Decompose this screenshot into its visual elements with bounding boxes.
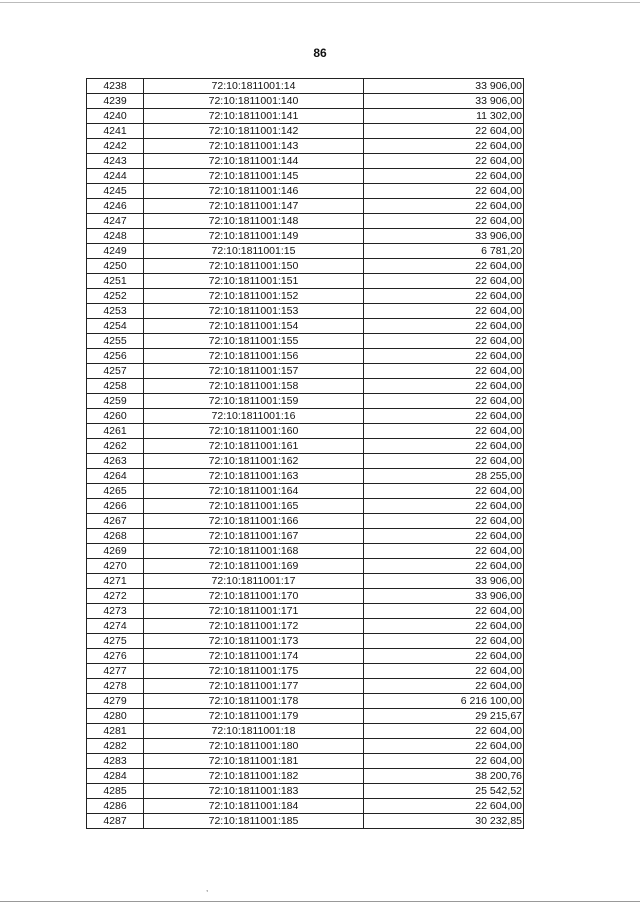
table-row xyxy=(87,454,524,469)
value-cell: 22 604,00 xyxy=(364,649,524,664)
value-cell: 22 604,00 xyxy=(364,184,524,199)
table-row xyxy=(87,229,524,244)
cadastral-number-cell: 72:10:1811001:148 xyxy=(144,214,364,229)
table-row xyxy=(87,424,524,439)
cadastral-number-cell: 72:10:1811001:15 xyxy=(144,244,364,259)
table-row xyxy=(87,709,524,724)
cadastral-number-cell: 72:10:1811001:149 xyxy=(144,229,364,244)
row-number-cell: 4267 xyxy=(87,514,144,529)
value-cell: 22 604,00 xyxy=(364,724,524,739)
table-row xyxy=(87,259,524,274)
cadastral-table-container xyxy=(86,78,524,829)
value-cell: 22 604,00 xyxy=(364,484,524,499)
table-body xyxy=(87,79,524,829)
row-number-cell: 4279 xyxy=(87,694,144,709)
row-number-cell: 4257 xyxy=(87,364,144,379)
value-cell: 22 604,00 xyxy=(364,424,524,439)
row-number-cell: 4266 xyxy=(87,499,144,514)
value-cell: 22 604,00 xyxy=(364,319,524,334)
cadastral-number-cell: 72:10:1811001:173 xyxy=(144,634,364,649)
table-row xyxy=(87,109,524,124)
row-number-cell: 4276 xyxy=(87,649,144,664)
cadastral-number-cell: 72:10:1811001:159 xyxy=(144,394,364,409)
cadastral-number-cell: 72:10:1811001:141 xyxy=(144,109,364,124)
table-row xyxy=(87,319,524,334)
row-number-cell: 4278 xyxy=(87,679,144,694)
page-number: 86 xyxy=(313,46,327,60)
table-row xyxy=(87,724,524,739)
value-cell: 22 604,00 xyxy=(364,754,524,769)
row-number-cell: 4253 xyxy=(87,304,144,319)
cadastral-number-cell: 72:10:1811001:158 xyxy=(144,379,364,394)
row-number-cell: 4243 xyxy=(87,154,144,169)
value-cell: 22 604,00 xyxy=(364,544,524,559)
row-number-cell: 4249 xyxy=(87,244,144,259)
row-number-cell: 4277 xyxy=(87,664,144,679)
row-number-cell: 4256 xyxy=(87,349,144,364)
value-cell: 22 604,00 xyxy=(364,379,524,394)
cadastral-number-cell: 72:10:1811001:164 xyxy=(144,484,364,499)
table-row xyxy=(87,139,524,154)
table-row xyxy=(87,679,524,694)
table-row xyxy=(87,169,524,184)
row-number-cell: 4281 xyxy=(87,724,144,739)
row-number-cell: 4240 xyxy=(87,109,144,124)
table-row xyxy=(87,184,524,199)
value-cell: 22 604,00 xyxy=(364,154,524,169)
cadastral-number-cell: 72:10:1811001:142 xyxy=(144,124,364,139)
cadastral-number-cell: 72:10:1811001:144 xyxy=(144,154,364,169)
value-cell: 22 604,00 xyxy=(364,679,524,694)
cadastral-number-cell: 72:10:1811001:168 xyxy=(144,544,364,559)
table-row xyxy=(87,634,524,649)
cadastral-number-cell: 72:10:1811001:179 xyxy=(144,709,364,724)
cadastral-number-cell: 72:10:1811001:162 xyxy=(144,454,364,469)
value-cell: 22 604,00 xyxy=(364,559,524,574)
page-bottom-edge xyxy=(0,901,640,902)
row-number-cell: 4286 xyxy=(87,799,144,814)
cadastral-number-cell: 72:10:1811001:161 xyxy=(144,439,364,454)
table-row xyxy=(87,559,524,574)
table-row xyxy=(87,154,524,169)
table-row xyxy=(87,469,524,484)
row-number-cell: 4248 xyxy=(87,229,144,244)
table-row xyxy=(87,364,524,379)
table-row xyxy=(87,379,524,394)
table-row xyxy=(87,214,524,229)
row-number-cell: 4258 xyxy=(87,379,144,394)
cadastral-number-cell: 72:10:1811001:156 xyxy=(144,349,364,364)
value-cell: 6 781,20 xyxy=(364,244,524,259)
table-row xyxy=(87,739,524,754)
cadastral-number-cell: 72:10:1811001:178 xyxy=(144,694,364,709)
row-number-cell: 4250 xyxy=(87,259,144,274)
value-cell: 22 604,00 xyxy=(364,409,524,424)
value-cell: 22 604,00 xyxy=(364,364,524,379)
cadastral-number-cell: 72:10:1811001:181 xyxy=(144,754,364,769)
value-cell: 22 604,00 xyxy=(364,454,524,469)
table-row xyxy=(87,79,524,94)
cadastral-number-cell: 72:10:1811001:16 xyxy=(144,409,364,424)
cadastral-number-cell: 72:10:1811001:177 xyxy=(144,679,364,694)
value-cell: 22 604,00 xyxy=(364,214,524,229)
value-cell: 29 215,67 xyxy=(364,709,524,724)
row-number-cell: 4247 xyxy=(87,214,144,229)
cadastral-number-cell: 72:10:1811001:169 xyxy=(144,559,364,574)
row-number-cell: 4241 xyxy=(87,124,144,139)
value-cell: 22 604,00 xyxy=(364,289,524,304)
value-cell: 22 604,00 xyxy=(364,139,524,154)
row-number-cell: 4246 xyxy=(87,199,144,214)
value-cell: 33 906,00 xyxy=(364,229,524,244)
table-row xyxy=(87,304,524,319)
value-cell: 22 604,00 xyxy=(364,634,524,649)
value-cell: 22 604,00 xyxy=(364,349,524,364)
value-cell: 33 906,00 xyxy=(364,79,524,94)
row-number-cell: 4268 xyxy=(87,529,144,544)
cadastral-number-cell: 72:10:1811001:165 xyxy=(144,499,364,514)
row-number-cell: 4272 xyxy=(87,589,144,604)
row-number-cell: 4242 xyxy=(87,139,144,154)
table-row xyxy=(87,529,524,544)
table-row xyxy=(87,289,524,304)
cadastral-number-cell: 72:10:1811001:152 xyxy=(144,289,364,304)
row-number-cell: 4264 xyxy=(87,469,144,484)
cadastral-number-cell: 72:10:1811001:150 xyxy=(144,259,364,274)
table-row xyxy=(87,754,524,769)
table-row xyxy=(87,649,524,664)
table-row xyxy=(87,514,524,529)
row-number-cell: 4285 xyxy=(87,784,144,799)
cadastral-number-cell: 72:10:1811001:175 xyxy=(144,664,364,679)
cadastral-number-cell: 72:10:1811001:182 xyxy=(144,769,364,784)
table-row xyxy=(87,334,524,349)
value-cell: 22 604,00 xyxy=(364,199,524,214)
table-row xyxy=(87,199,524,214)
table-row xyxy=(87,589,524,604)
row-number-cell: 4269 xyxy=(87,544,144,559)
row-number-cell: 4270 xyxy=(87,559,144,574)
row-number-cell: 4255 xyxy=(87,334,144,349)
cadastral-number-cell: 72:10:1811001:18 xyxy=(144,724,364,739)
row-number-cell: 4262 xyxy=(87,439,144,454)
cadastral-number-cell: 72:10:1811001:153 xyxy=(144,304,364,319)
value-cell: 22 604,00 xyxy=(364,664,524,679)
cadastral-number-cell: 72:10:1811001:17 xyxy=(144,574,364,589)
table-row xyxy=(87,619,524,634)
table-row xyxy=(87,604,524,619)
table-row xyxy=(87,439,524,454)
cadastral-number-cell: 72:10:1811001:184 xyxy=(144,799,364,814)
table-row xyxy=(87,664,524,679)
cadastral-number-cell: 72:10:1811001:157 xyxy=(144,364,364,379)
cadastral-number-cell: 72:10:1811001:166 xyxy=(144,514,364,529)
table-row xyxy=(87,484,524,499)
cadastral-number-cell: 72:10:1811001:172 xyxy=(144,619,364,634)
row-number-cell: 4239 xyxy=(87,94,144,109)
table-row xyxy=(87,544,524,559)
table-row xyxy=(87,394,524,409)
cadastral-table xyxy=(86,78,524,829)
table-row xyxy=(87,499,524,514)
row-number-cell: 4284 xyxy=(87,769,144,784)
cadastral-number-cell: 72:10:1811001:185 xyxy=(144,814,364,829)
value-cell: 33 906,00 xyxy=(364,589,524,604)
value-cell: 22 604,00 xyxy=(364,304,524,319)
row-number-cell: 4283 xyxy=(87,754,144,769)
value-cell: 33 906,00 xyxy=(364,574,524,589)
table-row xyxy=(87,274,524,289)
cadastral-number-cell: 72:10:1811001:143 xyxy=(144,139,364,154)
table-row xyxy=(87,349,524,364)
row-number-cell: 4271 xyxy=(87,574,144,589)
page-top-edge xyxy=(0,2,640,3)
value-cell: 38 200,76 xyxy=(364,769,524,784)
row-number-cell: 4287 xyxy=(87,814,144,829)
cadastral-number-cell: 72:10:1811001:183 xyxy=(144,784,364,799)
cadastral-number-cell: 72:10:1811001:167 xyxy=(144,529,364,544)
value-cell: 22 604,00 xyxy=(364,439,524,454)
value-cell: 11 302,00 xyxy=(364,109,524,124)
row-number-cell: 4274 xyxy=(87,619,144,634)
row-number-cell: 4263 xyxy=(87,454,144,469)
value-cell: 6 216 100,00 xyxy=(364,694,524,709)
row-number-cell: 4280 xyxy=(87,709,144,724)
row-number-cell: 4254 xyxy=(87,319,144,334)
value-cell: 22 604,00 xyxy=(364,334,524,349)
cadastral-number-cell: 72:10:1811001:145 xyxy=(144,169,364,184)
table-row xyxy=(87,124,524,139)
value-cell: 22 604,00 xyxy=(364,604,524,619)
cadastral-number-cell: 72:10:1811001:151 xyxy=(144,274,364,289)
cadastral-number-cell: 72:10:1811001:155 xyxy=(144,334,364,349)
table-row xyxy=(87,244,524,259)
table-row xyxy=(87,694,524,709)
cadastral-number-cell: 72:10:1811001:14 xyxy=(144,79,364,94)
value-cell: 22 604,00 xyxy=(364,529,524,544)
row-number-cell: 4259 xyxy=(87,394,144,409)
value-cell: 22 604,00 xyxy=(364,499,524,514)
table-row xyxy=(87,94,524,109)
table-row xyxy=(87,799,524,814)
value-cell: 22 604,00 xyxy=(364,799,524,814)
value-cell: 28 255,00 xyxy=(364,469,524,484)
cadastral-number-cell: 72:10:1811001:160 xyxy=(144,424,364,439)
value-cell: 22 604,00 xyxy=(364,394,524,409)
cadastral-number-cell: 72:10:1811001:180 xyxy=(144,739,364,754)
value-cell: 33 906,00 xyxy=(364,94,524,109)
table-row xyxy=(87,784,524,799)
value-cell: 22 604,00 xyxy=(364,739,524,754)
row-number-cell: 4260 xyxy=(87,409,144,424)
cadastral-number-cell: 72:10:1811001:146 xyxy=(144,184,364,199)
cadastral-number-cell: 72:10:1811001:154 xyxy=(144,319,364,334)
value-cell: 22 604,00 xyxy=(364,259,524,274)
value-cell: 22 604,00 xyxy=(364,169,524,184)
table-row xyxy=(87,814,524,829)
row-number-cell: 4251 xyxy=(87,274,144,289)
value-cell: 22 604,00 xyxy=(364,274,524,289)
value-cell: 22 604,00 xyxy=(364,619,524,634)
value-cell: 22 604,00 xyxy=(364,514,524,529)
cadastral-number-cell: 72:10:1811001:140 xyxy=(144,94,364,109)
table-row xyxy=(87,574,524,589)
value-cell: 22 604,00 xyxy=(364,124,524,139)
row-number-cell: 4265 xyxy=(87,484,144,499)
row-number-cell: 4273 xyxy=(87,604,144,619)
row-number-cell: 4244 xyxy=(87,169,144,184)
cadastral-number-cell: 72:10:1811001:170 xyxy=(144,589,364,604)
row-number-cell: 4261 xyxy=(87,424,144,439)
value-cell: 25 542,52 xyxy=(364,784,524,799)
row-number-cell: 4238 xyxy=(87,79,144,94)
cadastral-number-cell: 72:10:1811001:171 xyxy=(144,604,364,619)
row-number-cell: 4252 xyxy=(87,289,144,304)
value-cell: 30 232,85 xyxy=(364,814,524,829)
scan-mark: , xyxy=(206,884,209,893)
cadastral-number-cell: 72:10:1811001:147 xyxy=(144,199,364,214)
cadastral-number-cell: 72:10:1811001:163 xyxy=(144,469,364,484)
row-number-cell: 4282 xyxy=(87,739,144,754)
row-number-cell: 4245 xyxy=(87,184,144,199)
table-row xyxy=(87,769,524,784)
cadastral-number-cell: 72:10:1811001:174 xyxy=(144,649,364,664)
table-row xyxy=(87,409,524,424)
row-number-cell: 4275 xyxy=(87,634,144,649)
